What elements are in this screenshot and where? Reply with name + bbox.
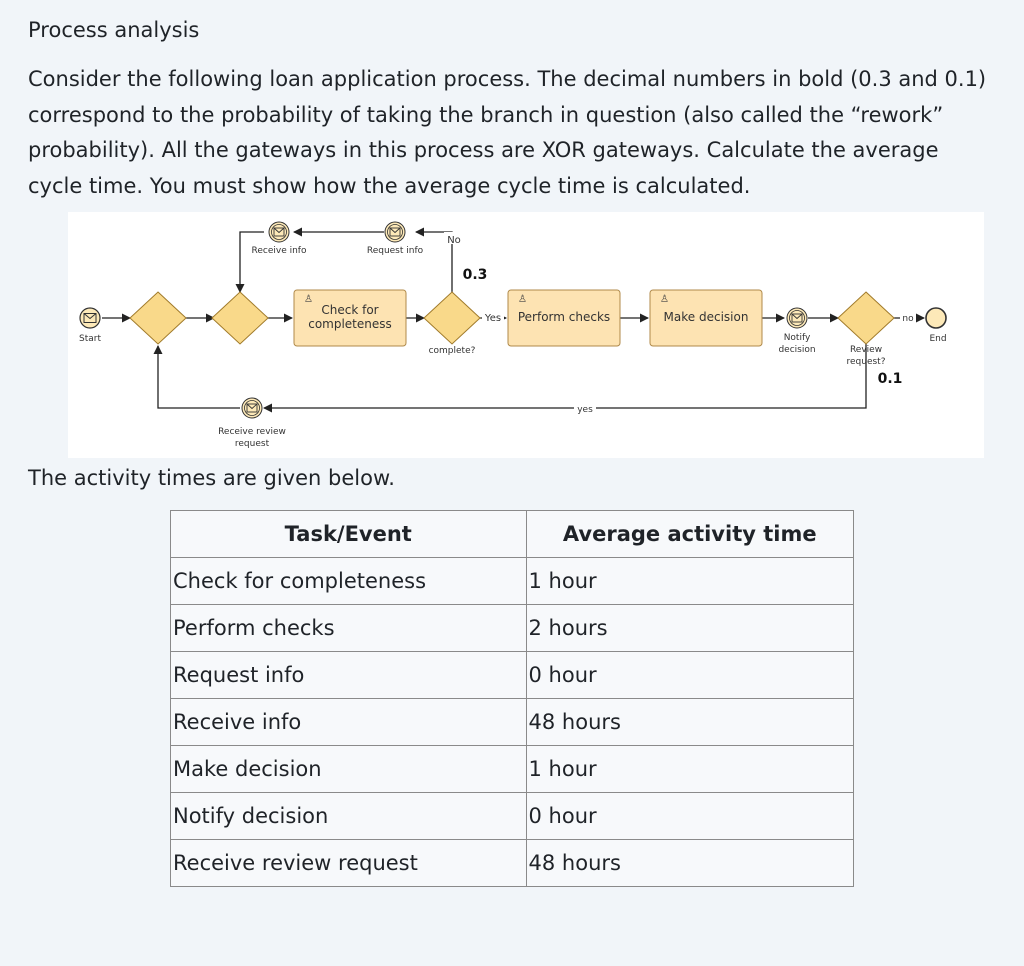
receive-review-event <box>218 398 286 449</box>
table-header-row <box>171 511 854 558</box>
task-check-completeness <box>294 290 406 346</box>
activity-times-table <box>170 510 854 887</box>
question-text: Consider the following loan application process. The decimal numbers in bold (0.3 and 0.1) correspond to the probability of taking the branch in question (also called the “rework” probability). All the gateways in this process are XOR gateways. Calculate the average cycle time. You must show how the average cycle time is calculated. <box>28 67 987 198</box>
header-task-event: Task/Event <box>171 511 527 558</box>
request-info-event <box>367 222 424 256</box>
receive-review-label-2: request <box>234 439 270 449</box>
check-label-1: Check for <box>321 303 379 317</box>
task-cell: Notify decision <box>171 793 527 840</box>
time-cell: 0 hour <box>526 793 853 840</box>
user-icon: ♙ <box>660 294 669 305</box>
make-decision-label: Make decision <box>663 310 749 324</box>
user-icon: ♙ <box>304 294 313 305</box>
receive-info-label: Receive info <box>251 246 307 256</box>
task-cell: Receive review request <box>171 840 527 887</box>
table-row <box>171 746 854 793</box>
task-cell: Check for completeness <box>171 558 527 605</box>
end-label: End <box>929 334 947 344</box>
table-row <box>171 605 854 652</box>
gateway-4 <box>838 292 894 344</box>
task-cell: Perform checks <box>171 605 527 652</box>
notify-label-2: decision <box>778 345 816 355</box>
review-label-1: Review <box>849 345 883 355</box>
task-cell: Request info <box>171 652 527 699</box>
yes-mid-label: Yes <box>484 313 502 324</box>
time-cell: 2 hours <box>526 605 853 652</box>
check-label-2: completeness <box>308 317 392 331</box>
review-probability: 0.1 <box>877 371 903 387</box>
time-cell: 48 hours <box>526 699 853 746</box>
no-upper-label: No <box>447 235 461 246</box>
activity-times-intro: The activity times are given below. <box>28 466 395 490</box>
user-icon: ♙ <box>518 294 527 305</box>
gateway-2 <box>212 292 268 344</box>
time-cell: 48 hours <box>526 840 853 887</box>
start-event <box>79 308 101 344</box>
yes-lower-label: yes <box>577 405 593 415</box>
gateway-3 <box>424 292 480 344</box>
review-label-2: request? <box>846 357 886 367</box>
gateway-1 <box>130 292 186 344</box>
table-row <box>171 652 854 699</box>
task-cell: Make decision <box>171 746 527 793</box>
task-perform-checks <box>508 290 620 346</box>
header-average-activity-time: Average activity time <box>526 511 853 558</box>
end-event <box>926 308 947 344</box>
table-row <box>171 840 854 887</box>
receive-review-label-1: Receive review <box>218 427 286 437</box>
receive-info-event <box>252 222 307 256</box>
page-title: Process analysis <box>28 18 200 42</box>
table-row <box>171 793 854 840</box>
no-lower-label: no <box>902 314 914 324</box>
bpmn-diagram <box>68 212 984 458</box>
table-row <box>171 558 854 605</box>
time-cell: 0 hour <box>526 652 853 699</box>
task-make-decision <box>650 290 762 346</box>
notify-decision-event <box>778 308 815 355</box>
start-label: Start <box>79 334 101 344</box>
rework-probability: 0.3 <box>462 267 488 283</box>
perform-checks-label: Perform checks <box>517 310 611 324</box>
table-row <box>171 699 854 746</box>
notify-label-1: Notify <box>783 333 811 343</box>
task-cell: Receive info <box>171 699 527 746</box>
time-cell: 1 hour <box>526 746 853 793</box>
complete-question-label: complete? <box>428 346 476 356</box>
request-info-label: Request info <box>366 246 424 256</box>
time-cell: 1 hour <box>526 558 853 605</box>
